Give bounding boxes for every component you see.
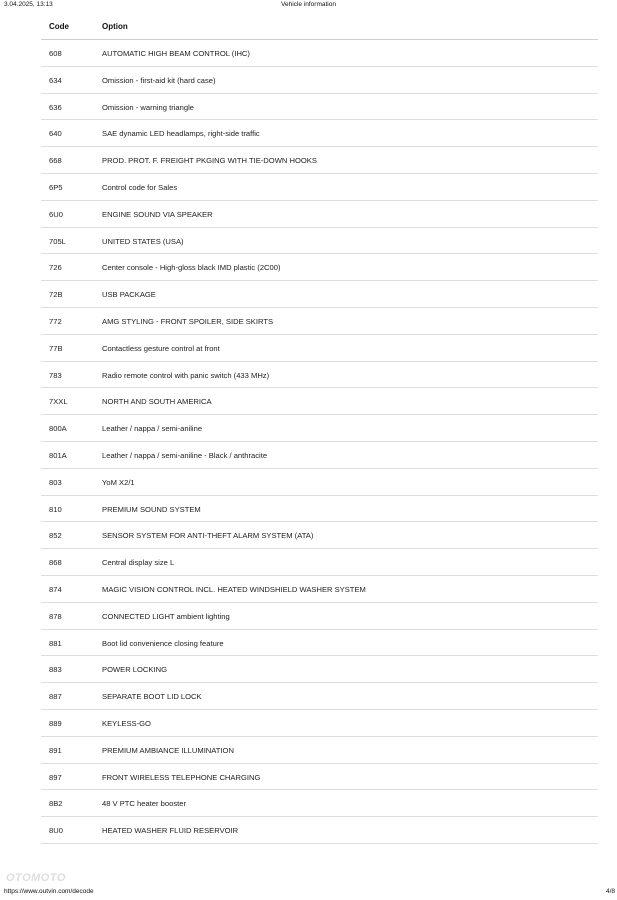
option-description: Radio remote control with panic switch (433 MHz) (102, 370, 270, 380)
option-description: SEPARATE BOOT LID LOCK (102, 692, 202, 702)
table-row (41, 603, 598, 630)
table-header (41, 12, 598, 40)
option-description: Contactless gesture control at front (102, 343, 220, 353)
option-description: HEATED WASHER FLUID RESERVOIR (102, 826, 239, 836)
option-description: Boot lid convenience closing feature (102, 638, 224, 648)
option-description: SENSOR SYSTEM FOR ANTI-THEFT ALARM SYSTEM (ATA) (102, 531, 314, 541)
table-row (41, 201, 598, 228)
option-code: 852 (49, 531, 62, 541)
print-date: 3.04.2025, 13:13 (4, 1, 53, 8)
column-header-code: Code (49, 22, 69, 31)
option-code: 8U0 (49, 826, 63, 836)
table-row (41, 308, 598, 335)
option-description: Omission - first-aid kit (hard case) (102, 75, 216, 85)
option-description: Central display size L (102, 558, 175, 568)
table-row (41, 630, 598, 657)
table-row (41, 656, 598, 683)
table-row (41, 737, 598, 764)
option-code: 640 (49, 129, 62, 139)
table-row (41, 40, 598, 67)
option-description: ENGINE SOUND VIA SPEAKER (102, 209, 213, 219)
table-row (41, 790, 598, 817)
option-description: Omission - warning triangle (102, 102, 195, 112)
option-description: FRONT WIRELESS TELEPHONE CHARGING (102, 772, 261, 782)
option-description: AUTOMATIC HIGH BEAM CONTROL (IHC) (102, 49, 250, 58)
table-row (41, 683, 598, 710)
option-code: 77B (49, 343, 63, 353)
table-row (41, 120, 598, 147)
option-code: 887 (49, 692, 62, 702)
option-code: 72B (49, 290, 63, 300)
option-description: POWER LOCKING (102, 665, 167, 675)
watermark-logo: OTOMOTO (6, 872, 66, 884)
option-code: 878 (49, 611, 62, 621)
option-description: 48 V PTC heater booster (102, 799, 186, 809)
print-footer (0, 886, 617, 898)
option-code: 6P5 (49, 182, 63, 192)
option-description: PROD. PROT. F. FREIGHT PKGING WITH TIE-DOWN HOOKS (102, 156, 317, 166)
table-row (41, 415, 598, 442)
source-url-link[interactable]: https://www.outvin.com/decode (4, 888, 94, 895)
option-description: UNITED STATES (USA) (102, 236, 184, 246)
option-code: 868 (49, 558, 62, 568)
table-row (41, 254, 598, 281)
table-row (41, 710, 598, 737)
option-description: MAGIC VISION CONTROL INCL. HEATED WINDSHIELD WASHER SYSTEM (102, 584, 366, 594)
table-row (41, 469, 598, 496)
table-row (41, 67, 598, 94)
option-code: 800A (49, 424, 67, 434)
option-description: AMG STYLING - FRONT SPOILER, SIDE SKIRTS (102, 316, 274, 326)
option-code: 6U0 (49, 209, 63, 219)
option-code: 883 (49, 665, 62, 675)
option-description: Center console - High-gloss black IMD plastic (2C00) (102, 263, 281, 273)
page-title: Vehicle information (281, 1, 336, 8)
option-code: 801A (49, 450, 67, 460)
table-row (41, 174, 598, 201)
option-description: PREMIUM AMBIANCE ILLUMINATION (102, 745, 234, 755)
options-table (41, 12, 598, 844)
option-description: YoM X2/1 (102, 477, 135, 487)
option-code: 705L (49, 236, 66, 246)
option-code: 889 (49, 718, 62, 728)
option-code: 783 (49, 370, 62, 380)
table-body (41, 40, 598, 844)
table-row (41, 496, 598, 523)
table-row (41, 522, 598, 549)
option-description: KEYLESS-GO (102, 718, 151, 728)
table-row (41, 764, 598, 791)
table-row (41, 576, 598, 603)
option-description: CONNECTED LIGHT ambient lighting (102, 611, 230, 621)
table-row (41, 281, 598, 308)
table-row (41, 817, 598, 844)
option-code: 881 (49, 638, 62, 648)
page-number: 4/8 (605, 888, 615, 895)
option-description: Leather / nappa / semi-aniline - Black / anthracite (102, 450, 268, 460)
option-description: USB PACKAGE (102, 290, 156, 300)
option-code: 891 (49, 745, 62, 755)
option-code: 897 (49, 772, 62, 782)
option-code: 726 (49, 263, 62, 273)
option-code: 8B2 (49, 799, 63, 809)
option-description: Control code for Sales (102, 182, 178, 192)
option-code: 7XXL (49, 397, 68, 407)
option-description: PREMIUM SOUND SYSTEM (102, 504, 201, 514)
option-code: 874 (49, 584, 62, 594)
table-row (41, 228, 598, 255)
table-row (41, 94, 598, 121)
option-code: 772 (49, 316, 62, 326)
option-description: Leather / nappa / semi-aniline (102, 424, 203, 434)
option-code: 803 (49, 477, 62, 487)
table-row (41, 147, 598, 174)
option-description: SAE dynamic LED headlamps, right-side traffic (102, 129, 260, 139)
column-header-option: Option (102, 22, 128, 31)
table-row (41, 335, 598, 362)
table-row (41, 549, 598, 576)
option-code: 668 (49, 156, 62, 166)
option-code: 634 (49, 75, 62, 85)
option-code: 608 (49, 49, 62, 58)
table-row (41, 388, 598, 415)
table-row (41, 362, 598, 389)
option-code: 636 (49, 102, 62, 112)
option-description: NORTH AND SOUTH AMERICA (102, 397, 212, 407)
table-row (41, 442, 598, 469)
print-header (0, 0, 617, 12)
option-code: 810 (49, 504, 62, 514)
